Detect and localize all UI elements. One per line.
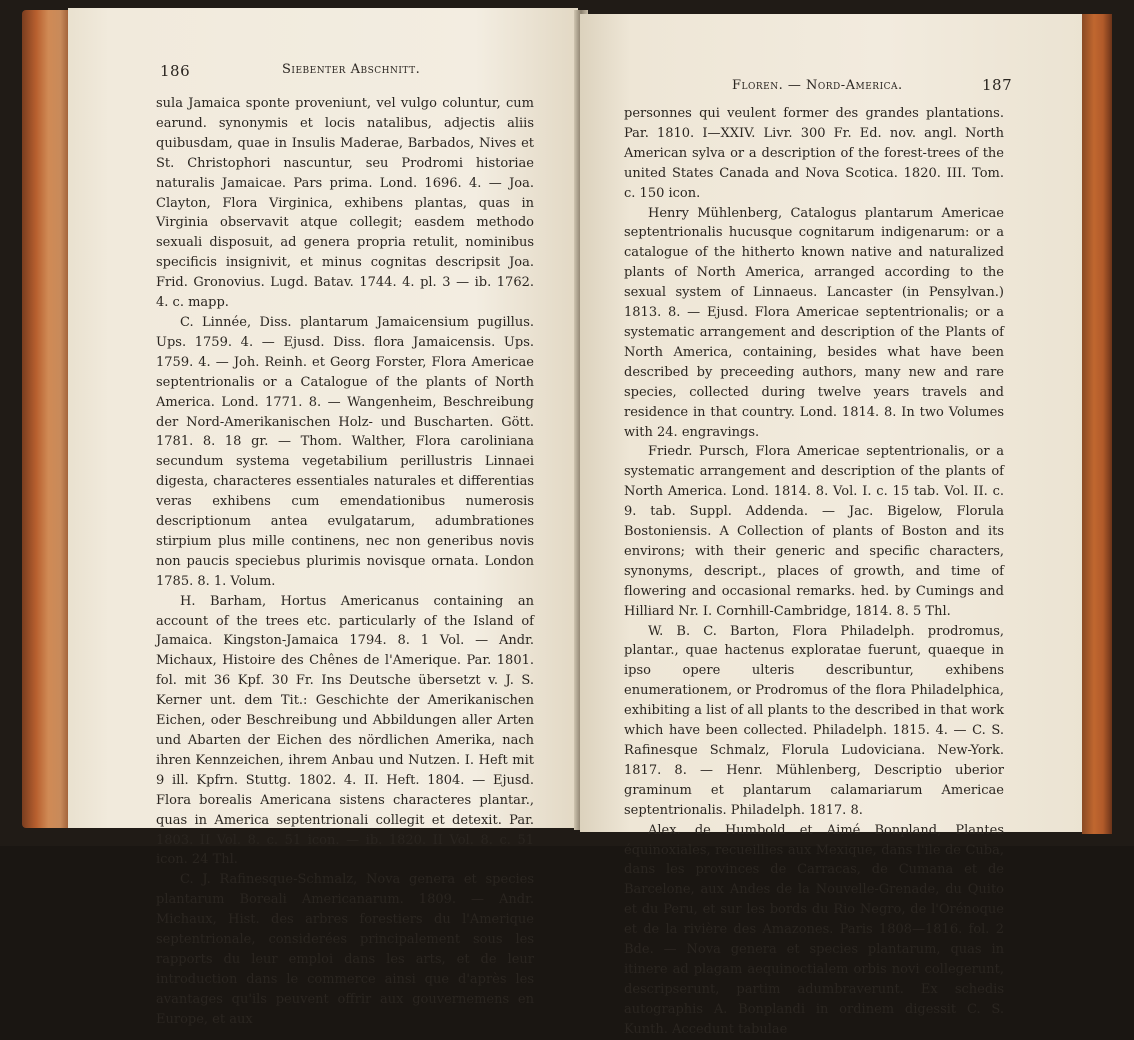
paragraph: personnes qui veulent former des grandes plantations. Par. 1810. I—XXIV. Livr. 300 Fr. Ed. nov. angl. North American sylva or a description of the forest-trees of the united States Canada and Nova Scotica. 1820. III. Tom. c. 150 icon. xyxy=(624,106,1004,201)
left-page-body xyxy=(156,94,534,1030)
paragraph: C. Linnée, Diss. plantarum Jamaicensium pugillus. Ups. 1759. 4. — Ejusd. Diss. flora Jamaicensis. Ups. 1759. 4. — Joh. Reinh. et Georg Forster, Flora Americae septentrionalis or a Catalogue of the plants of North America. Lond. 1771. 8. — Wangenheim, Beschreibung der Nord-Amerikanischen Holz- und Buscharten. Gött. 1781. 8. 18 gr. — Thom. Walther, Flora caroliniana secundum systema vegetabilium perillustris Linnaei digesta, characteres essentiales naturales et differentias veras exhibens cum emendationibus numerosis descriptionum antea evulgatarum, adumbrationes stirpium plus mille continens, nec non generibus novis non paucis speciebus plurimis novisque ornata. London 1785. 8. 1. Volum. xyxy=(156,314,534,589)
right-page-edges xyxy=(1082,14,1112,834)
left-running-head: Siebenter Abschnitt. xyxy=(282,62,421,77)
left-page-number: 186 xyxy=(160,62,191,80)
paragraph: H. Barham, Hortus Americanus containing an account of the trees etc. particularly of the Island of Jamaica. Kingston-Jamaica 1794. 8. 1 Vol. — Andr. Michaux, Histoire des Chênes de l'Amerique. Par. 1801. fol. mit 36 Kpf. 30 Fr. Ins Deutsche übersetzt v. J. S. Kerner unt. dem Tit.: Geschichte der Amerikanischen Eichen, oder Beschreibung und Abbildungen aller Arten und Abarten der Eichen des nördlichen Amerika, nach ihren Kennzeichen, ihrem Anbau und Nutzen. I. Heft mit 9 ill. Kpfrn. Stuttg. 1802. 4. II. Heft. 1804. — Ejusd. Flora borealis Americana sistens characteres plantar., quas in America septentrionali collegit et detexit. Par. 1803. II Vol. 8. c. 51 icon. — ib. 1820. II Vol. 8. c. 51 icon. 24 Thl. xyxy=(156,593,534,868)
paragraph: Henry Mühlenberg, Catalogus plantarum Americae septentrionalis hucusque cognitarum indigenarum: or a catalogue of the hitherto known native and naturalized plants of North America, arranged according to the sexual system of Linnaeus. Lancaster (in Pensylvan.) 1813. 8. — Ejusd. Flora Americae septentrionalis; or a systematic arrangement and description of the Plants of North America, containing, besides what have been described by preceeding authors, many new and rare species, collected during twelve years travels and residence in that country. Lond. 1814. 8. In two Volumes with 24. engravings. xyxy=(624,205,1004,440)
paragraph: W. B. C. Barton, Flora Philadelph. prodromus, plantar., quae hactenus exploratae fuerunt, quaeque in ipso opere ulteris describuntur, exhibens enumerationem, or Prodromus of the flora Philadelphica, exhibiting a list of all plants to the described in that work which have been collected. Philadelph. 1815. 4. — C. S. Rafinesque Schmalz, Florula Ludoviciana. New-York. 1817. 8. — Henr. Mühlenberg, Descriptio uberior graminum et plantarum calamariarum Americae septentrionalis. Philadelph. 1817. 8. xyxy=(624,623,1004,818)
left-page-edges xyxy=(22,10,70,828)
right-page xyxy=(580,14,1086,1037)
right-page-number: 187 xyxy=(982,76,1013,94)
left-page xyxy=(68,8,578,1027)
paragraph: C. J. Rafinesque-Schmalz, Nova genera et species plantarum Boreali Americanarum. 1809. — Andr. Michaux, Hist. des arbres forestiers du l'Amerique septentrionale, considerées principalement sous les rapports du leur emploi dans les arts, et de leur introduction dans le commerce ainsi que d'après les avantages qu'ils peuvent offrir aux gouvernemens en Europe, et aux xyxy=(156,872,534,1027)
right-page-body xyxy=(624,104,1004,1040)
right-running-head: Floren. — Nord-America. xyxy=(732,78,903,93)
paragraph: sula Jamaica sponte proveniunt, vel vulgo coluntur, cum earund. synonymis et locis natalibus, adjectis aliis quibusdam, quae in Insulis Maderae, Barbados, Nives et St. Christophori nascuntur, seu Prodromi historiae naturalis Jamaicae. Pars prima. Lond. 1696. 4. — Joa. Clayton, Flora Virginica, exhibens plantas, quas in Virginia observavit atque collegit; easdem methodo sexuali disposuit, ad genera propria retulit, nominibus specificis insignivit, et minus cognitas descripsit Joa. Frid. Gronovius. Lugd. Batav. 1744. 4. pl. 3 — ib. 1762. 4. c. mapp. xyxy=(156,96,534,311)
paragraph: Friedr. Pursch, Flora Americae septentrionalis, or a systematic arrangement and description of the plants of North America. Lond. 1814. 8. Vol. I. c. 15 tab. Vol. II. c. 9. tab. Suppl. Addenda. — Jac. Bigelow, Florula Bostoniensis. A Collection of plants of Boston and its environs; with their generic and specific characters, synonyms, descript., places of growth, and time of flowering and occasional remarks. hed. by Cumings and Hilliard Nr. I. Cornhill-Cambridge, 1814. 8. 5 Thl. xyxy=(624,444,1004,619)
paragraph: Alex. de Humbold et Aimé Bonpland, Plantes équinoxiales, recueillies aux Mexique, dans l'ile de Cuba, dans les provinces de Carracas, de Cumana et de Barcelone, aux Andes de la Nouvelle-Grenade, du Quito et du Peru, et sur les bords du Rio Negro, de l'Orénoque et de la rivière des Amazones. Paris 1808—1816. fol. 2 Bde. — Nova genera et species plantarum, quas in itinere ad plagam aequinoctialem orbis novi collegerunt, descripserunt, partim adumbraverunt. Ex schedis autographis A. Bonplandi in ordinem digessit C. S. Kunth. Accedunt tabulae xyxy=(624,822,1004,1037)
